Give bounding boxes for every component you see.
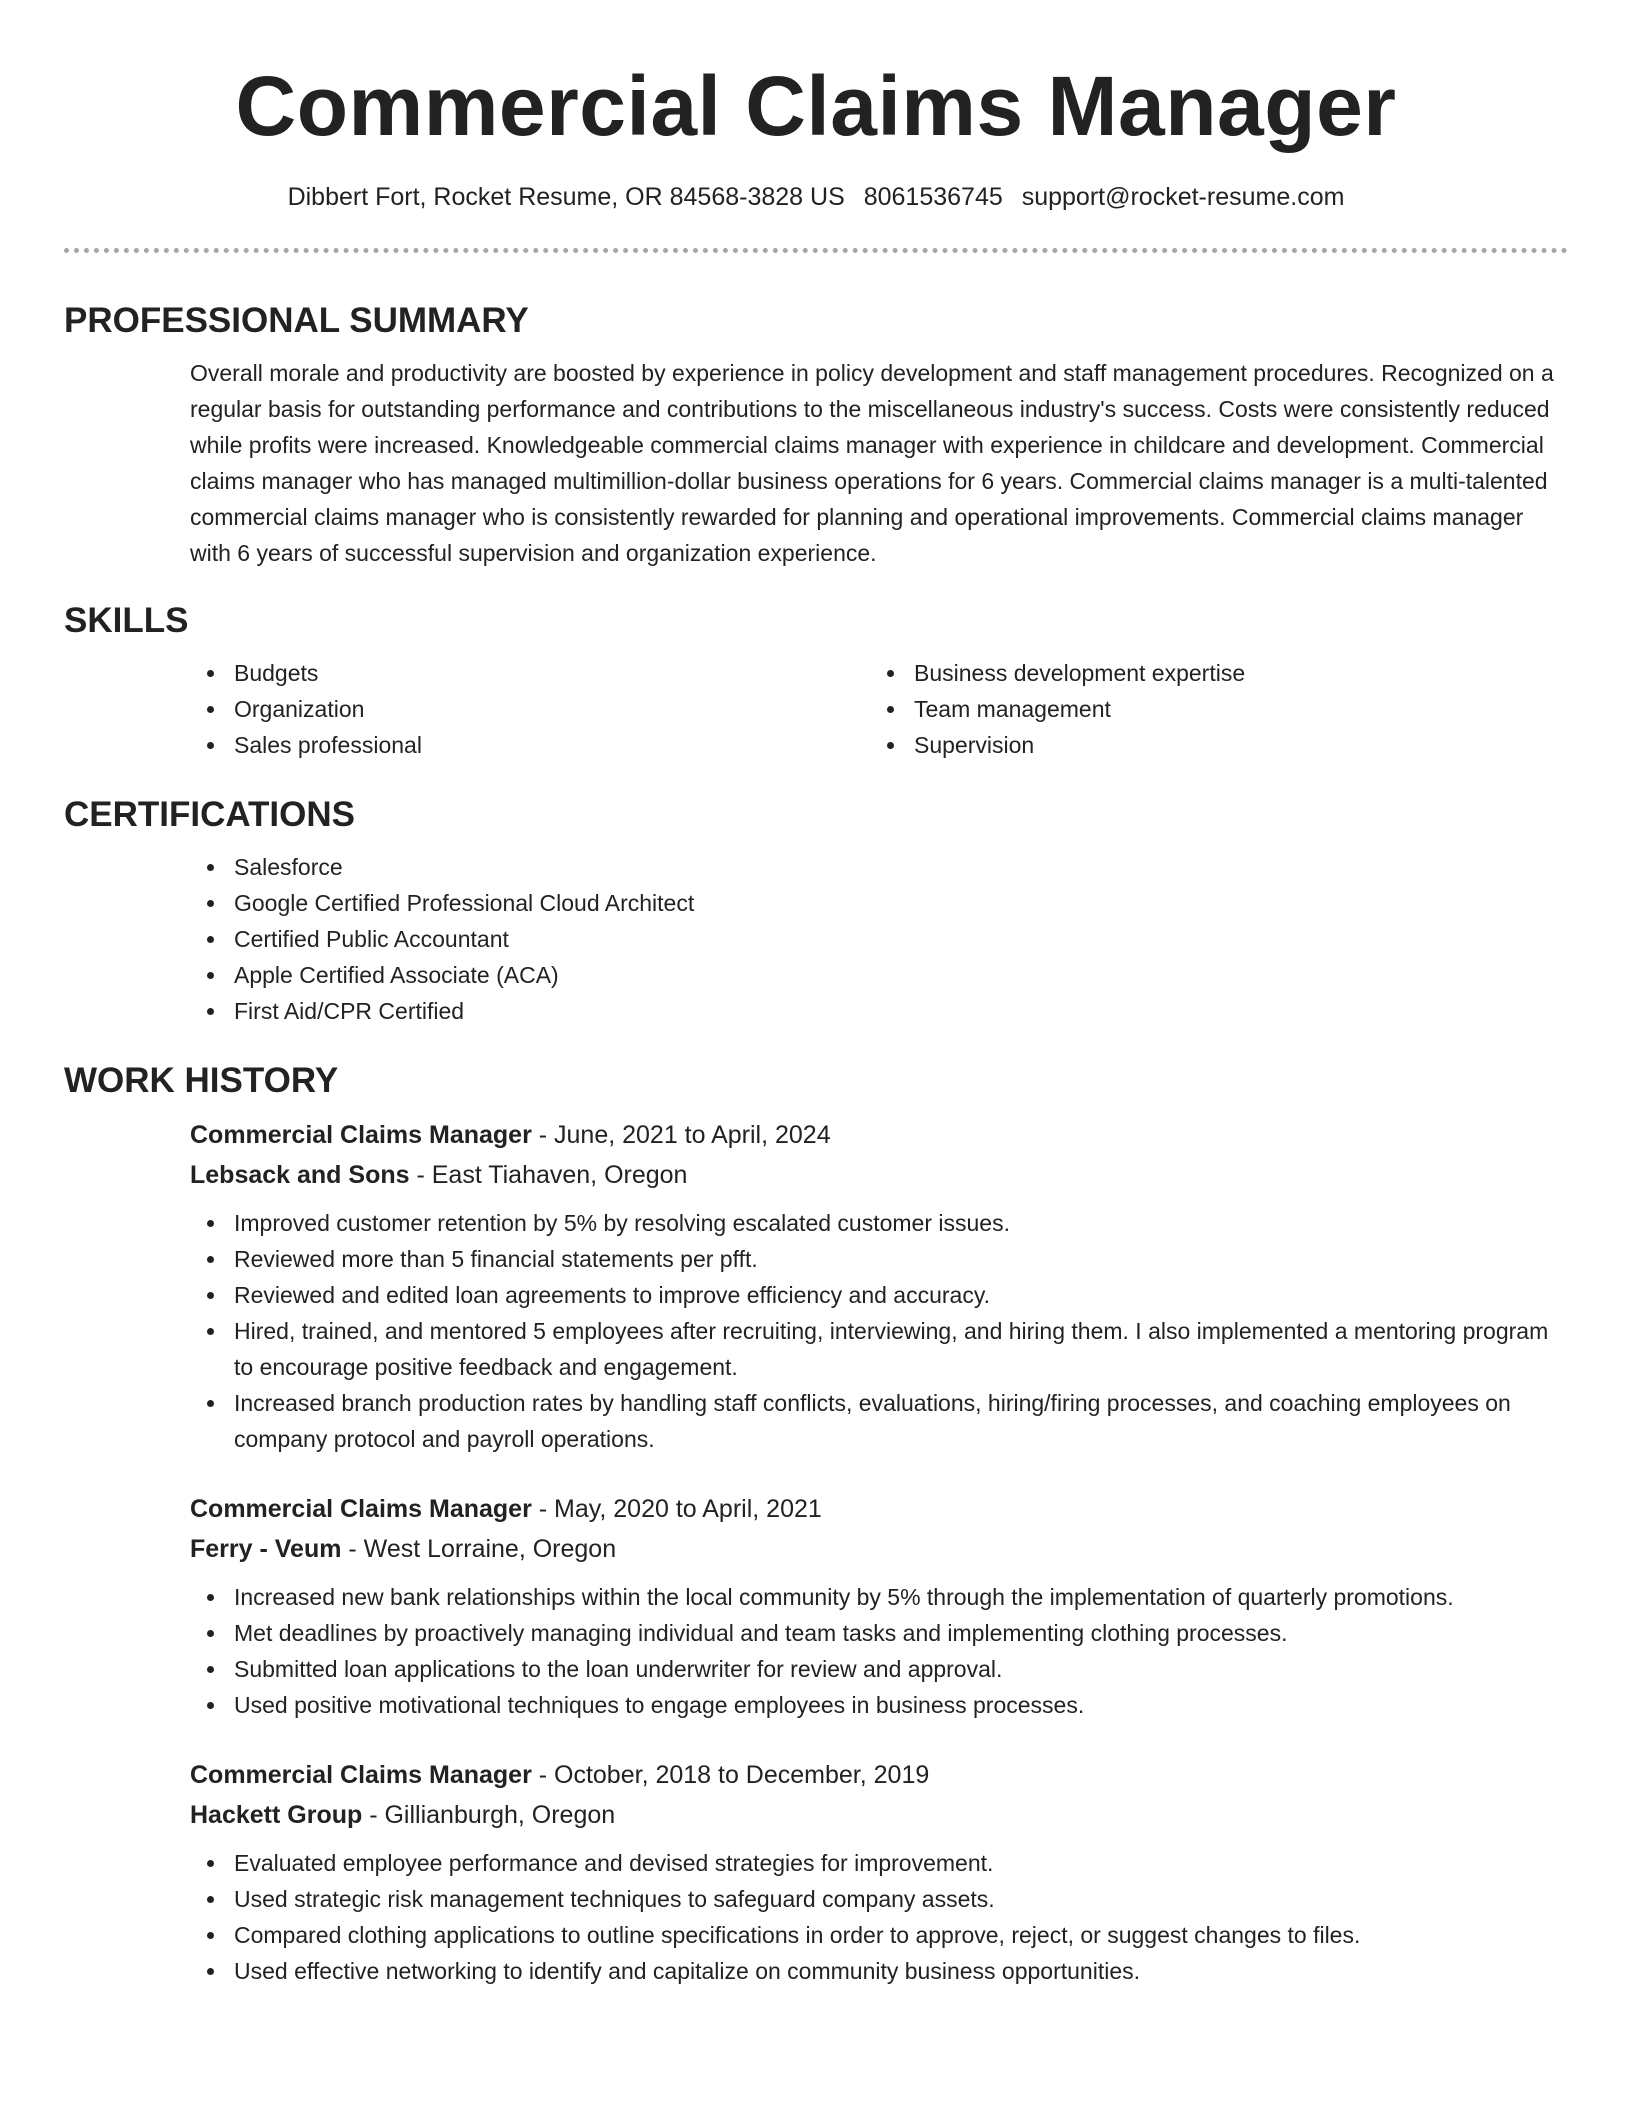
- job-location: - East Tiahaven, Oregon: [409, 1161, 688, 1189]
- certifications-heading: CERTIFICATIONS: [64, 795, 356, 834]
- job-company: Lebsack and Sons: [190, 1161, 410, 1189]
- job-bullet: Increased new bank relationships within the local community by 5% through the implementation of quarterly promotions.: [190, 1579, 1568, 1615]
- header-divider: [64, 248, 1568, 253]
- job-bullet-list: [190, 1205, 1568, 1457]
- skill-item: Budgets: [190, 655, 870, 691]
- job-title-line: [190, 1489, 1568, 1529]
- summary-heading: PROFESSIONAL SUMMARY: [64, 301, 529, 340]
- skills-columns: [190, 655, 1568, 763]
- job-bullet: Used positive motivational techniques to engage employees in business processes.: [190, 1687, 1568, 1723]
- job-entry: [190, 1755, 1568, 1989]
- certification-item: First Aid/CPR Certified: [190, 993, 1568, 1029]
- skill-item: Sales professional: [190, 727, 870, 763]
- work-history-section: [64, 1059, 1568, 1989]
- job-dates: - October, 2018 to December, 2019: [531, 1761, 930, 1789]
- certifications-section: [64, 793, 1568, 1029]
- job-bullet: Used strategic risk management techniques to safeguard company assets.: [190, 1881, 1568, 1917]
- job-role: Commercial Claims Manager: [190, 1121, 532, 1149]
- job-role: Commercial Claims Manager: [190, 1761, 532, 1789]
- job-title-line: [190, 1115, 1568, 1155]
- job-bullet: Reviewed more than 5 financial statements per pfft.: [190, 1241, 1568, 1277]
- certification-item: Certified Public Accountant: [190, 921, 1568, 957]
- job-title-line: [190, 1755, 1568, 1795]
- job-entry: [190, 1489, 1568, 1723]
- job-bullet: Hired, trained, and mentored 5 employees after recruiting, interviewing, and hiring them. I also implemented a mentoring program to encourage positive feedback and engagement.: [190, 1313, 1568, 1385]
- contact-line: [64, 180, 1568, 214]
- skills-right-list: [870, 655, 1550, 763]
- job-company: Ferry - Veum: [190, 1535, 342, 1563]
- skill-item: Team management: [870, 691, 1550, 727]
- job-bullet: Compared clothing applications to outline specifications in order to approve, reject, or suggest changes to files.: [190, 1917, 1568, 1953]
- job-dates: - June, 2021 to April, 2024: [531, 1121, 831, 1149]
- job-bullet: Used effective networking to identify and capitalize on community business opportunities.: [190, 1953, 1568, 1989]
- contact-email: support@rocket-resume.com: [1021, 183, 1345, 211]
- candidate-name: Commercial Claims Manager: [235, 59, 1397, 153]
- job-location: - West Lorraine, Oregon: [341, 1535, 617, 1563]
- skills-heading: SKILLS: [64, 601, 189, 640]
- job-bullet: Improved customer retention by 5% by resolving escalated customer issues.: [190, 1205, 1568, 1241]
- job-company: Hackett Group: [190, 1801, 363, 1829]
- job-bullet-list: [190, 1845, 1568, 1989]
- job-location: - Gillianburgh, Oregon: [362, 1801, 616, 1829]
- job-dates: - May, 2020 to April, 2021: [531, 1495, 822, 1523]
- contact-phone: 8061536745: [863, 183, 1003, 211]
- job-bullet: Reviewed and edited loan agreements to improve efficiency and accuracy.: [190, 1277, 1568, 1313]
- certification-item: Salesforce: [190, 849, 1568, 885]
- job-bullet: Met deadlines by proactively managing individual and team tasks and implementing clothing processes.: [190, 1615, 1568, 1651]
- job-role: Commercial Claims Manager: [190, 1495, 532, 1523]
- job-bullet: Evaluated employee performance and devised strategies for improvement.: [190, 1845, 1568, 1881]
- skills-left-list: [190, 655, 870, 763]
- certifications-list: [190, 849, 1568, 1029]
- skills-section: [64, 599, 1568, 763]
- certification-item: Google Certified Professional Cloud Architect: [190, 885, 1568, 921]
- job-company-line: [190, 1155, 1568, 1195]
- summary-text: Overall morale and productivity are boosted by experience in policy development and staff management procedures. Recognized on a regular basis for outstanding performance and contributions to the miscellaneous industry's success. Costs were consistently reduced while profits were increased. Knowledgeable commercial claims manager with experience in childcare and development. Commercial claims manager who has managed multimillion-dollar business operations for 6 years. Commercial claims manager is a multi-talented commercial claims manager who is consistently rewarded for planning and operational improvements. Commercial claims manager with 6 years of successful supervision and organization experience.: [190, 360, 1554, 566]
- certification-item: Apple Certified Associate (ACA): [190, 957, 1568, 993]
- job-company-line: [190, 1795, 1568, 1835]
- summary-section: [64, 299, 1568, 571]
- contact-address: Dibbert Fort, Rocket Resume, OR 84568-3828 US: [287, 183, 845, 211]
- job-bullet: Submitted loan applications to the loan underwriter for review and approval.: [190, 1651, 1568, 1687]
- skill-item: Organization: [190, 691, 870, 727]
- skill-item: Supervision: [870, 727, 1550, 763]
- skill-item: Business development expertise: [870, 655, 1550, 691]
- job-company-line: [190, 1529, 1568, 1569]
- work-history-heading: WORK HISTORY: [64, 1061, 339, 1100]
- job-bullet: Increased branch production rates by handling staff conflicts, evaluations, hiring/firing processes, and coaching employees on company protocol and payroll operations.: [190, 1385, 1568, 1457]
- job-entry: [190, 1115, 1568, 1457]
- job-bullet-list: [190, 1579, 1568, 1723]
